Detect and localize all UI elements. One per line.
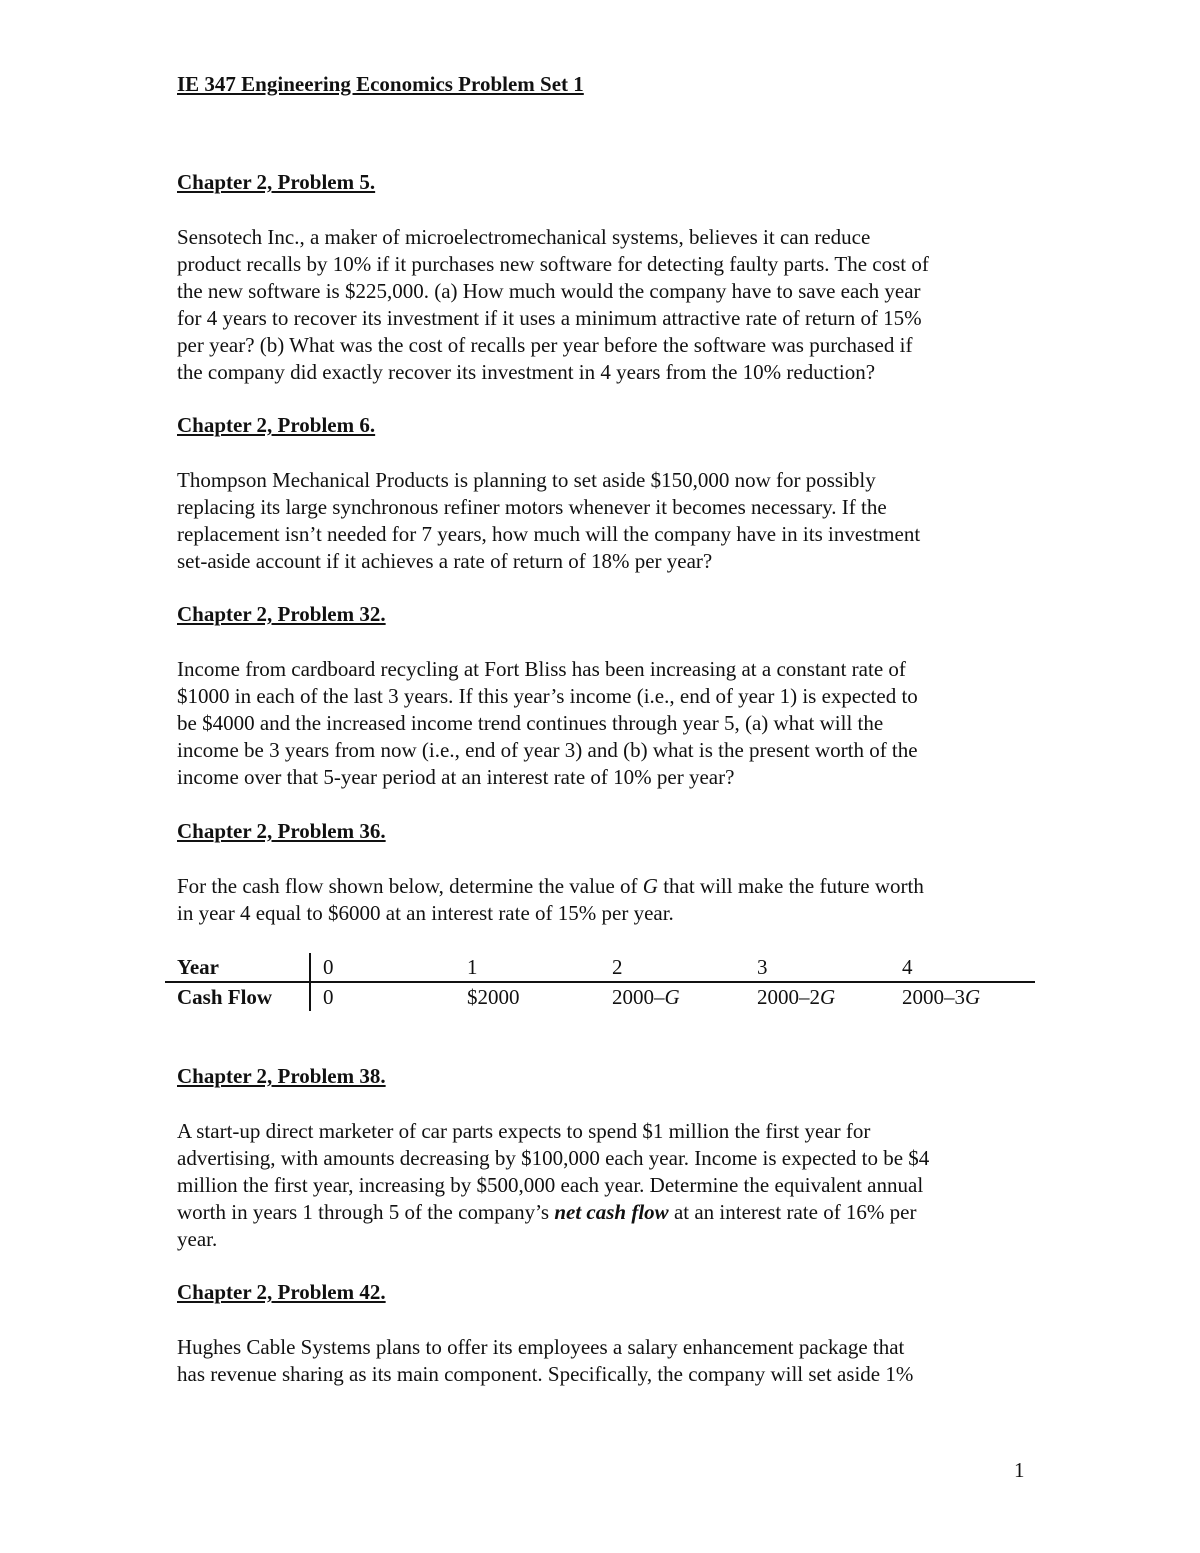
text-line: set-aside account if it achieves a rate of return of 18% per year? [177, 549, 713, 573]
variable-g: G [664, 984, 680, 1009]
problem-5-text [177, 224, 1037, 386]
table-cell [310, 982, 455, 1011]
table-cell [745, 982, 890, 1011]
text-line: Income from cardboard recycling at Fort Bliss has been increasing at a constant rate of [177, 657, 906, 681]
table-cell [600, 982, 745, 1011]
text-line: Thompson Mechanical Products is planning to set aside $150,000 now for possibly [177, 468, 876, 492]
table-cell [890, 982, 1035, 1011]
row-header-year: Year [165, 953, 310, 982]
text-line: year. [177, 1227, 218, 1251]
text-line [177, 1199, 1037, 1226]
table-cell [455, 982, 600, 1011]
text-line: for 4 years to recover its investment if it uses a minimum attractive rate of return of 15% [177, 306, 922, 330]
problem-32-text [177, 656, 1037, 791]
cell-value: 2000– [612, 984, 665, 1009]
text-line: the new software is $225,000. (a) How much would the company have to save each year [177, 279, 921, 303]
problem-5-heading: Chapter 2, Problem 5. [177, 170, 376, 194]
text-line: advertising, with amounts decreasing by $100,000 each year. Income is expected to be $4 [177, 1146, 930, 1170]
text-segment: worth in years 1 through 5 of the company’s [177, 1200, 555, 1224]
cell-value: 0 [323, 984, 334, 1009]
text-line: $1000 in each of the last 3 years. If this year’s income (i.e., end of year 1) is expected to [177, 684, 918, 708]
text-line: Hughes Cable Systems plans to offer its employees a salary enhancement package that [177, 1335, 905, 1359]
problem-38-text [177, 1118, 1037, 1253]
text-line: income over that 5-year period at an interest rate of 10% per year? [177, 765, 735, 789]
page-number: 1 [1014, 1458, 1025, 1482]
problem-32-heading: Chapter 2, Problem 32. [177, 602, 386, 626]
text-segment: that will make the future worth [657, 874, 924, 898]
text-line: be $4000 and the increased income trend continues through year 5, (a) what will the [177, 711, 884, 735]
cell-value: 2000–3 [902, 984, 965, 1009]
cell-value: $2000 [467, 984, 520, 1009]
table-row [165, 982, 1035, 1011]
text-line: product recalls by 10% if it purchases new software for detecting faulty parts. The cost of [177, 252, 929, 276]
cell-value: 2000–2 [757, 984, 820, 1009]
problem-36-text [177, 873, 1037, 927]
text-line: the company did exactly recover its investment in 4 years from the 10% reduction? [177, 360, 876, 384]
emphasized-term: net cash flow [554, 1200, 669, 1224]
problem-36-heading: Chapter 2, Problem 36. [177, 819, 386, 843]
text-line: Sensotech Inc., a maker of microelectromechanical systems, believes it can reduce [177, 225, 871, 249]
problem-42-heading: Chapter 2, Problem 42. [177, 1280, 386, 1304]
variable-g: G [820, 984, 836, 1009]
table-cell: 4 [890, 953, 1035, 982]
text-segment: at an interest rate of 16% per [668, 1200, 917, 1224]
text-line: A start-up direct marketer of car parts expects to spend $1 million the first year for [177, 1119, 871, 1143]
problem-42-text [177, 1334, 1037, 1388]
text-line: replacement isn’t needed for 7 years, how much will the company have in its investment [177, 522, 921, 546]
document-title: IE 347 Engineering Economics Problem Set 1 [177, 72, 584, 96]
variable-g: G [642, 874, 658, 898]
text-line [177, 873, 1037, 900]
text-line: million the first year, increasing by $500,000 each year. Determine the equivalent annual [177, 1173, 924, 1197]
problem-6-text [177, 467, 1037, 575]
text-line: income be 3 years from now (i.e., end of year 3) and (b) what is the present worth of the [177, 738, 918, 762]
table-cell: 3 [745, 953, 890, 982]
table-cell: 0 [310, 953, 455, 982]
problem-6-heading: Chapter 2, Problem 6. [177, 413, 376, 437]
row-header-cash-flow: Cash Flow [165, 982, 310, 1011]
variable-g: G [965, 984, 981, 1009]
table-cell: 2 [600, 953, 745, 982]
cash-flow-table [165, 953, 1035, 1011]
text-segment: For the cash flow shown below, determine the value of [177, 874, 643, 898]
text-line: per year? (b) What was the cost of recalls per year before the software was purchased if [177, 333, 913, 357]
text-line: replacing its large synchronous refiner motors whenever it becomes necessary. If the [177, 495, 887, 519]
table-row [165, 953, 1035, 982]
problem-38-heading: Chapter 2, Problem 38. [177, 1064, 386, 1088]
text-line: has revenue sharing as its main component. Specifically, the company will set aside 1% [177, 1362, 914, 1386]
table-cell: 1 [455, 953, 600, 982]
text-line: in year 4 equal to $6000 at an interest rate of 15% per year. [177, 901, 674, 925]
